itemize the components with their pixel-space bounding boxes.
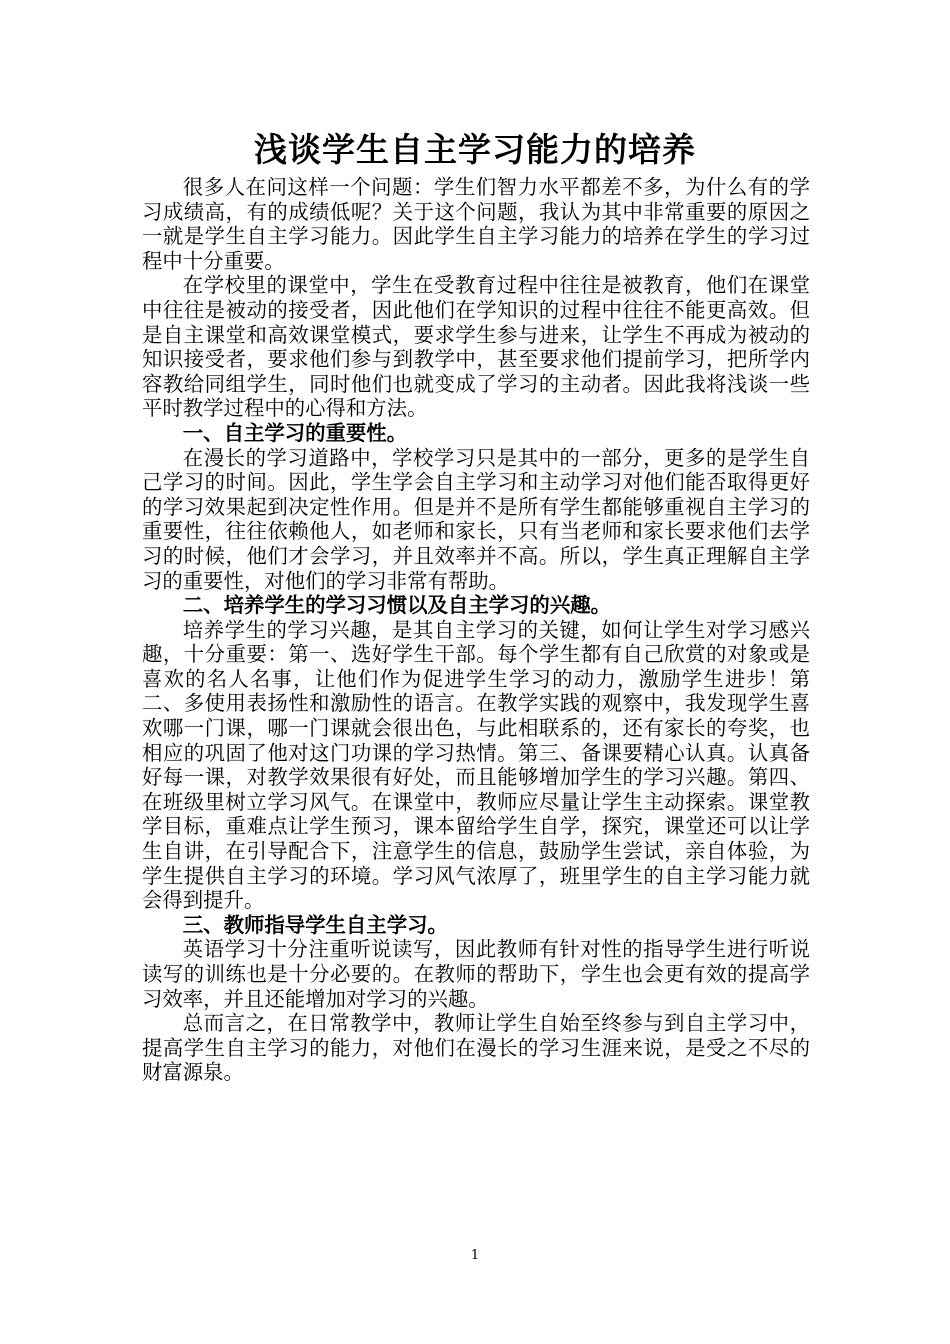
paragraph-conclusion: 总而言之，在日常教学中，教师让学生自始至终参与到自主学习中，提高学生自主学习的能力，对他们在漫长的学习生涯来说，是受之不尽的财富源泉。 <box>142 1011 810 1085</box>
paragraph-importance: 在漫长的学习道路中，学校学习只是其中的一部分，更多的是学生自己学习的时间。因此，学生学会自主学习和主动学习对他们能否取得更好的学习效果起到决定性作用。但是并不是所有学生都能够重视自主学习的重要性，往往依赖他人，如老师和家长，只有当老师和家长要求他们去学习的时候，他们才会学习，并且效率并不高。所以，学生真正理解自主学习的重要性，对他们的学习非常有帮助。 <box>142 445 810 593</box>
document-title: 浅谈学生自主学习能力的培养 <box>254 130 696 169</box>
paragraph-guidance: 英语学习十分注重听说读写，因此教师有针对性的指导学生进行听说读写的训练也是十分必要的。在教师的帮助下，学生也会更有效的提高学习效率，并且还能增加对学习的兴趣。 <box>142 937 810 1011</box>
section-heading-1: 一、自主学习的重要性。 <box>182 420 408 445</box>
paragraph-interest: 培养学生的学习兴趣，是其自主学习的关键，如何让学生对学习感兴趣，十分重要：第一、选好学生干部。每个学生都有自己欣赏的对象或是喜欢的名人名事，让他们作为促进学生学习的动力，激励学生进步！第二、多使用表扬性和激励性的语言。在教学实践的观察中，我发现学生喜欢哪一门课，哪一门课就会很出色，与此相联系的，还有家长的夸奖，也相应的巩固了他对这门功课的学习热情。第三、备课要精心认真。认真备好每一课，对教学效果很有好处，而且能够增加学生的学习兴趣。第四、在班级里树立学习风气。在课堂中，教师应尽量让学生主动探索。课堂教学目标，重难点让学生预习，课本留给学生自学，探究，课堂还可以让学生自讲，在引导配合下，注意学生的信息，鼓励学生尝试，亲自体验，为学生提供自主学习的环境。学习风气浓厚了，班里学生的自主学习能力就会得到提升。 <box>142 617 810 913</box>
document-body <box>142 175 810 1085</box>
section-heading-2: 二、培养学生的学习习惯以及自主学习的兴趣。 <box>182 593 611 618</box>
page-number: 1 <box>470 1248 480 1263</box>
section-heading-3: 三、教师指导学生自主学习。 <box>182 912 448 937</box>
paragraph-intro: 很多人在问这样一个问题：学生们智力水平都差不多，为什么有的学习成绩高，有的成绩低呢？关于这个问题，我认为其中非常重要的原因之一就是学生自主学习能力。因此学生自主学习能力的培养在学生的学习过程中十分重要。 <box>142 175 810 273</box>
paragraph-classroom: 在学校里的课堂中，学生在受教育过程中往往是被教育，他们在课堂中往往是被动的接受者，因此他们在学知识的过程中往往不能更高效。但是自主课堂和高效课堂模式，要求学生参与进来，让学生不再成为被动的知识接受者，要求他们参与到教学中，甚至要求他们提前学习，把所学内容教给同组学生，同时他们也就变成了学习的主动者。因此我将浅谈一些平时教学过程中的心得和方法。 <box>142 273 810 421</box>
